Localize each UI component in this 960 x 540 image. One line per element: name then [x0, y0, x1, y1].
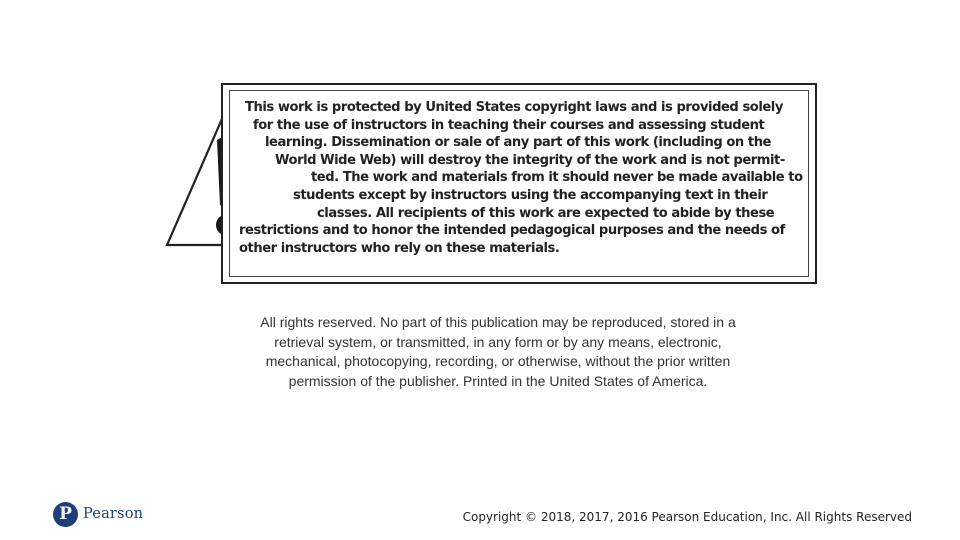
warning-notice-text — [237, 99, 803, 257]
footer-copyright: Copyright © 2018, 2017, 2016 Pearson Education, Inc. All Rights Reserved — [462, 510, 912, 524]
rights-reserved-paragraph — [208, 313, 788, 391]
rights-line: retrieval system, or transmitted, in any form or by any means, electronic, — [274, 333, 722, 350]
warning-line: students except by instructors using the accompanying text in their — [293, 187, 768, 203]
rights-line: All rights reserved. No part of this publication may be reproduced, stored in a — [260, 314, 736, 330]
rights-line: mechanical, photocopying, recording, or otherwise, without the prior written — [265, 353, 731, 369]
warning-line: classes. All recipients of this work are expected to abide by these — [317, 205, 775, 221]
pearson-logo-wordmark: Pearson — [83, 506, 144, 522]
warning-line: World Wide Web) will destroy the integrity of the work and is not permit- — [275, 152, 785, 168]
pearson-logo-mark: P — [53, 502, 78, 527]
copyright-warning-figure — [165, 80, 825, 290]
warning-line: This work is protected by United States copyright laws and is provided solely — [245, 100, 783, 115]
warning-line: restrictions and to honor the intended pedagogical purposes and the needs of — [239, 223, 785, 239]
rights-line: permission of the publisher. Printed in the United States of America. — [288, 372, 708, 389]
pearson-logo — [53, 500, 143, 528]
warning-line: for the use of instructors in teaching their courses and assessing student — [253, 117, 765, 133]
warning-line: learning. Dissemination or sale of any part of this work (including on the — [265, 135, 771, 151]
warning-notice-box — [221, 83, 817, 284]
warning-line: ted. The work and materials from it should never be made available to — [311, 170, 803, 186]
warning-line: other instructors who rely on these materials. — [239, 240, 560, 256]
